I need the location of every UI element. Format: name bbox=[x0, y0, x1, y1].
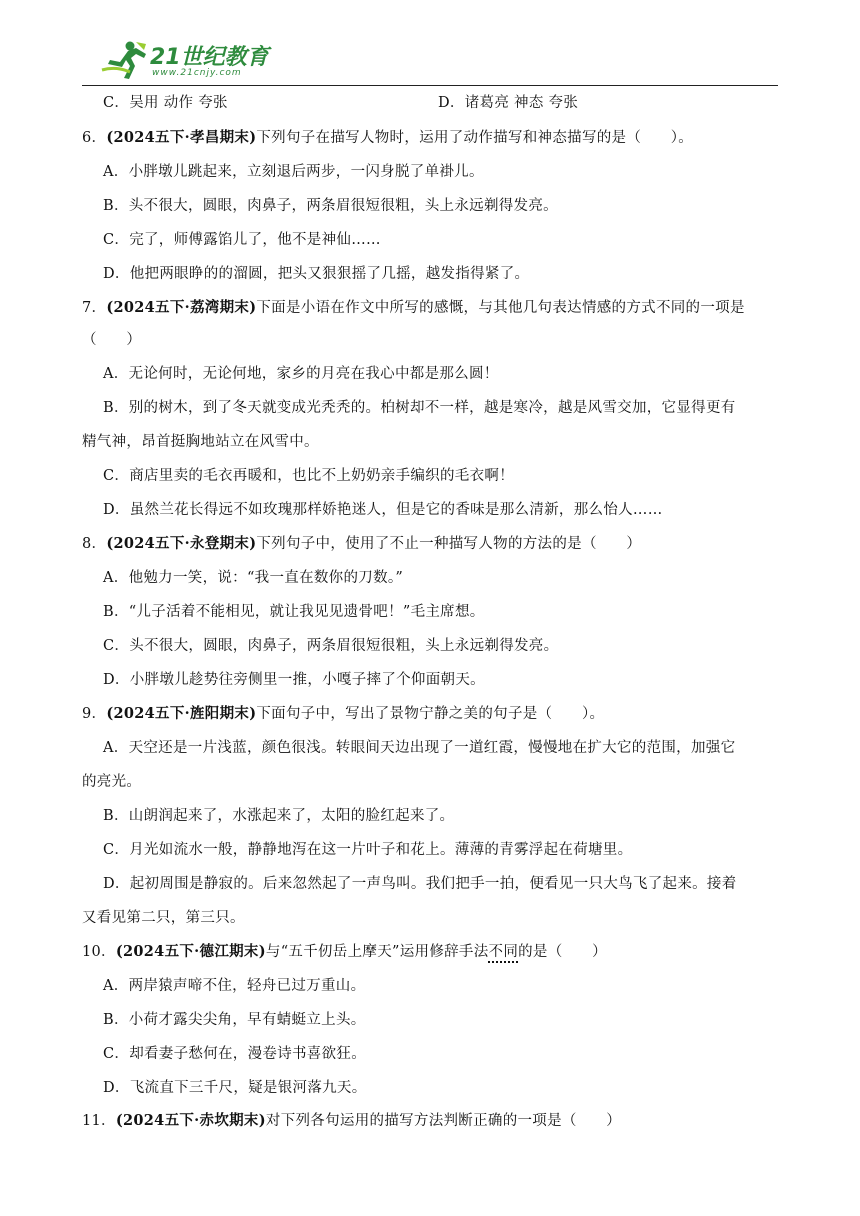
question-source: (2024五下·永登期末) bbox=[106, 535, 257, 552]
question-7 bbox=[82, 298, 745, 318]
question-text: 对下列各句运用的描写方法判断正确的一项是（ ） bbox=[265, 1113, 622, 1129]
option-a: A．他勉力一笑，说：“我一直在数你的刀数。” bbox=[103, 570, 404, 586]
question-number: 9． bbox=[82, 706, 107, 722]
option-a: A．小胖墩儿跳起来，立刻退后两步，一闪身脱了单褂儿。 bbox=[103, 164, 484, 180]
question-11 bbox=[82, 1111, 621, 1131]
question-number: 8． bbox=[82, 536, 107, 552]
question-8 bbox=[82, 534, 641, 554]
question-10 bbox=[82, 942, 607, 962]
option-c: C．商店里卖的毛衣再暖和，也比不上奶奶亲手编织的毛衣啊！ bbox=[103, 468, 514, 484]
option-b: B．山朗润起来了，水涨起来了，太阳的脸红起来了。 bbox=[103, 808, 455, 824]
runner-logo-icon bbox=[100, 40, 148, 82]
option-a: A．两岸猿声啼不住，轻舟已过万重山。 bbox=[103, 978, 366, 994]
question-text: 下面是小语在作文中所写的感慨，与其他几句表达情感的方式不同的一项是 bbox=[256, 300, 745, 316]
option-d: D．诸葛亮 神态 夸张 bbox=[438, 95, 579, 111]
option-b: B．别的树木，到了冬天就变成光秃秃的。柏树却不一样，越是寒冷，越是风雪交加，它显得更有 bbox=[103, 400, 736, 416]
option-b: B．头不很大，圆眼，肉鼻子，两条眉很短很粗，头上永远剃得发亮。 bbox=[103, 198, 558, 214]
logo bbox=[100, 38, 300, 86]
question-9 bbox=[82, 704, 604, 724]
option-c: C．月光如流水一般，静静地泻在这一片叶子和花上。薄薄的青雾浮起在荷塘里。 bbox=[103, 842, 633, 858]
option-d: D．小胖墩儿趁势往旁侧里一推，小嘎子摔了个仰面朝天。 bbox=[103, 672, 485, 688]
question-number: 7． bbox=[82, 300, 107, 316]
option-d: D．起初周围是静寂的。后来忽然起了一声鸟叫。我们把手一拍，便看见一只大鸟飞了起来。接着 bbox=[103, 876, 737, 892]
option-a: A．天空还是一片浅蓝，颜色很浅。转眼间天边出现了一道红霞，慢慢地在扩大它的范围，加强它 bbox=[103, 740, 736, 756]
option-c: C．却看妻子愁何在，漫卷诗书喜欲狂。 bbox=[103, 1046, 366, 1062]
question-source: (2024五下·旌阳期末) bbox=[106, 705, 257, 722]
question-source: (2024五下·荔湾期末) bbox=[106, 299, 257, 316]
answer-paren: （ ） bbox=[82, 332, 142, 348]
question-text: 下面句子中，写出了景物宁静之美的句子是（ ）。 bbox=[256, 706, 605, 722]
question-text: 下列句子在描写人物时，运用了动作描写和神态描写的是（ ）。 bbox=[256, 130, 694, 146]
option-d: D．他把两眼睁的的溜圆，把头又狠狠摇了几摇，越发指得紧了。 bbox=[103, 266, 530, 282]
question-text: 下列句子中，使用了不止一种描写人物的方法的是（ ） bbox=[256, 536, 642, 552]
option-a-continued: 的亮光。 bbox=[82, 774, 142, 790]
option-c: C．头不很大，圆眼，肉鼻子，两条眉很短很粗，头上永远剃得发亮。 bbox=[103, 638, 559, 654]
option-c: C．完了，师傅露馅儿了，他不是神仙…… bbox=[103, 232, 381, 248]
question-number: 10． bbox=[82, 944, 116, 960]
logo-text: 21世纪教育 bbox=[150, 45, 269, 70]
header-divider bbox=[82, 85, 778, 86]
logo-url: www.21cnjy.com bbox=[152, 68, 242, 78]
question-number: 6． bbox=[82, 130, 107, 146]
question-6 bbox=[82, 128, 693, 148]
page-header bbox=[0, 0, 860, 92]
option-b: B．小荷才露尖尖角，早有蜻蜓立上头。 bbox=[103, 1012, 366, 1028]
question-number: 11． bbox=[82, 1113, 116, 1129]
option-a: A．无论何时，无论何地，家乡的月亮在我心中都是那么圆！ bbox=[103, 366, 499, 382]
question-text: 与“五千仞岳上摩天”运用修辞手法 bbox=[265, 944, 489, 960]
question-source: (2024五下·孝昌期末) bbox=[106, 129, 257, 146]
option-d-continued: 又看见第二只，第三只。 bbox=[82, 910, 245, 926]
question-source: (2024五下·赤坎期末) bbox=[115, 1112, 266, 1129]
question-source: (2024五下·德江期末) bbox=[115, 943, 266, 960]
question-text-end: 的是（ ） bbox=[518, 944, 607, 960]
emphasis-dotted-text: 不同 bbox=[488, 944, 519, 960]
option-d: D．虽然兰花长得远不如玫瑰那样娇艳迷人，但是它的香味是那么清新，那么怡人…… bbox=[103, 502, 663, 518]
option-b: B．“儿子活着不能相见，就让我见见遗骨吧！”毛主席想。 bbox=[103, 604, 485, 620]
option-c: C．吴用 动作 夸张 bbox=[103, 95, 228, 111]
option-b-continued: 精气神，昂首挺胸地站立在风雪中。 bbox=[82, 434, 319, 450]
option-d: D．飞流直下三千尺，疑是银河落九天。 bbox=[103, 1080, 367, 1096]
